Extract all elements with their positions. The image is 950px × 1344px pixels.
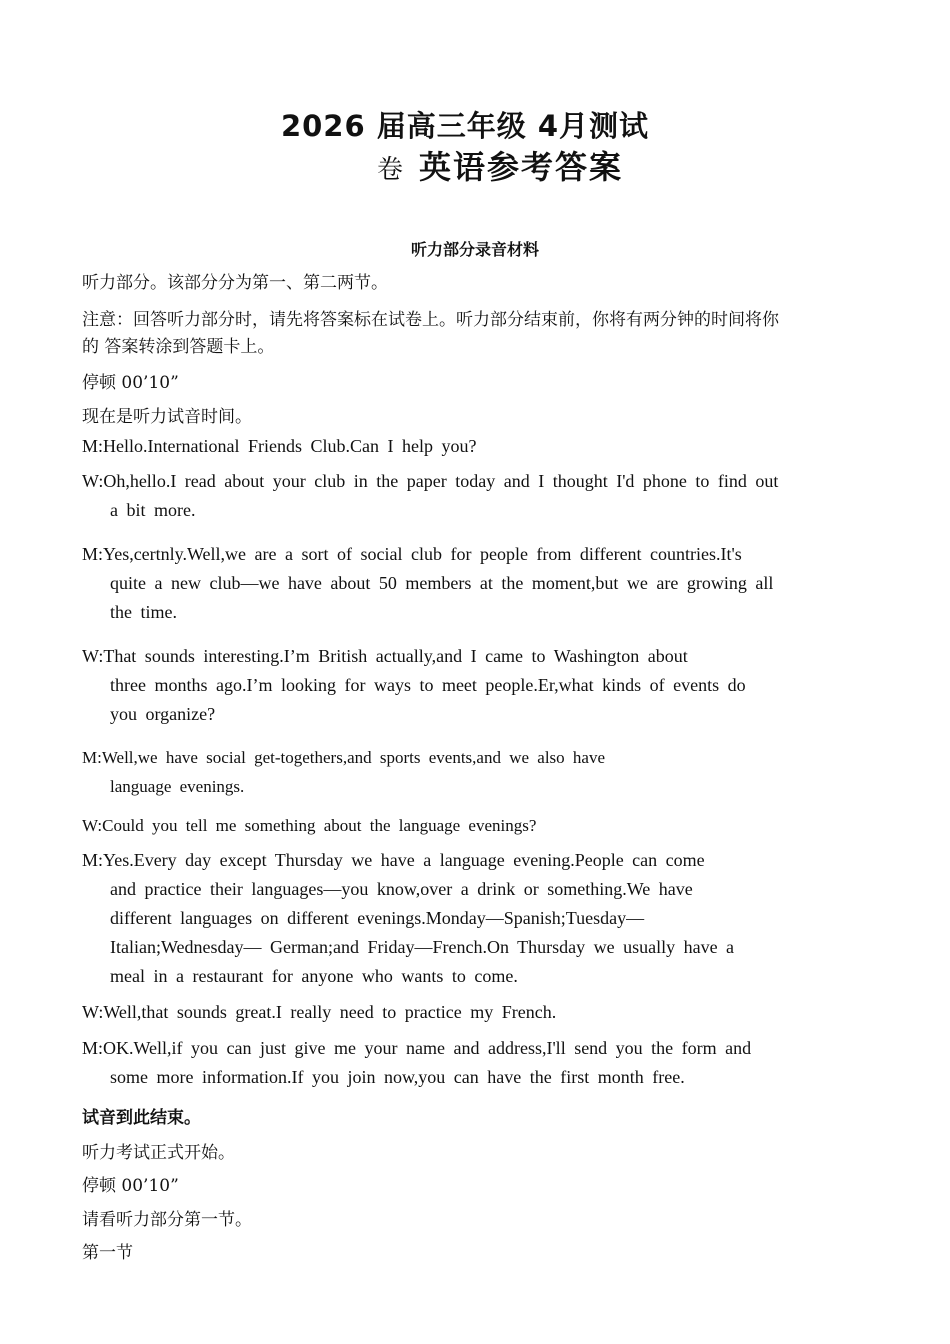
dialogue-turn-5 — [82, 743, 872, 801]
dialogue-line: W:Could you tell me something about the language evenings? — [82, 816, 537, 835]
exam-start-text: 听力考试正式开始。 — [82, 1143, 235, 1163]
dialogue-line: different languages on different evenings.Monday—Spanish;Tuesday— — [110, 908, 645, 928]
dialogue-turn-2 — [82, 467, 872, 525]
intro-line: 听力部分。该部分分为第一、第二两节。 — [82, 273, 388, 293]
dialogue-turn-9 — [82, 1034, 872, 1092]
title-line2-main: 英语参考答案 — [419, 148, 624, 186]
note-line-1: 注意：回答听力部分时，请先将答案标在试卷上。听力部分结束前，你将有两分钟的时间将你 — [82, 310, 779, 330]
dialogue-line: W:Oh,hello.I read about your club in the paper today and I thought I'd phone to find out — [82, 471, 779, 491]
pause-text-2: 停顿 00’10” — [82, 1176, 179, 1196]
section-title: 听力部分录音材料 — [410, 240, 539, 259]
dialogue-line: three months ago.I’m looking for ways to meet people.Er,what kinds of events do — [110, 675, 746, 695]
dialogue-line: M:OK.Well,if you can just give me your name and address,I'll send you the form and — [82, 1038, 752, 1058]
dialogue-line: M:Yes,certnly.Well,we are a sort of social club for people from different countries.It's — [82, 544, 742, 564]
note-line-2: 的 答案转涂到答题卡上。 — [82, 337, 275, 357]
dialogue-line: you organize? — [110, 704, 216, 724]
title-line2-prefix: 卷 — [376, 155, 405, 185]
dialogue-line: meal in a restaurant for anyone who wants to come. — [110, 966, 518, 986]
dialogue-turn-1 — [82, 432, 872, 461]
trial-end-text: 试音到此结束。 — [82, 1108, 201, 1128]
dialogue-turn-4 — [82, 642, 872, 729]
dialogue-line: Italian;Wednesday— German;and Friday—French.On Thursday we usually have a — [110, 937, 735, 957]
document-title-line1: 2026 届高三年级 4月测试 — [280, 109, 650, 143]
dialogue-line: a bit more. — [110, 500, 196, 520]
dialogue-line: language evenings. — [110, 777, 245, 796]
dialogue-line: M:Yes.Every day except Thursday we have a language evening.People can come — [82, 850, 705, 870]
pause-text-1: 停顿 00’10” — [82, 373, 179, 393]
dialogue-line: the time. — [110, 602, 177, 622]
dialogue-line: W:Well,that sounds great.I really need to practice my French. — [82, 1002, 557, 1022]
dialogue-line: M:Hello.International Friends Club.Can I help you? — [82, 436, 477, 456]
dialogue-turn-7 — [82, 846, 872, 991]
dialogue-line: quite a new club—we have about 50 members at the moment,but we are growing all — [110, 573, 774, 593]
dialogue-line: and practice their languages—you know,over a drink or something.We have — [110, 879, 693, 899]
trial-announcement: 现在是听力试音时间。 — [82, 407, 252, 427]
dialogue-line: some more information.If you join now,you can have the first month free. — [110, 1067, 685, 1087]
dialogue-line: M:Well,we have social get-togethers,and sports events,and we also have — [82, 748, 606, 767]
dialogue-turn-8 — [82, 998, 872, 1027]
section-heading: 第一节 — [82, 1243, 133, 1263]
document-title-line2 — [0, 142, 950, 188]
dialogue-turn-6 — [82, 811, 872, 840]
dialogue-line: W:That sounds interesting.I’m British actually,and I came to Washington about — [82, 646, 688, 666]
dialogue-turn-3 — [82, 540, 872, 627]
section-instruction: 请看听力部分第一节。 — [82, 1210, 252, 1230]
